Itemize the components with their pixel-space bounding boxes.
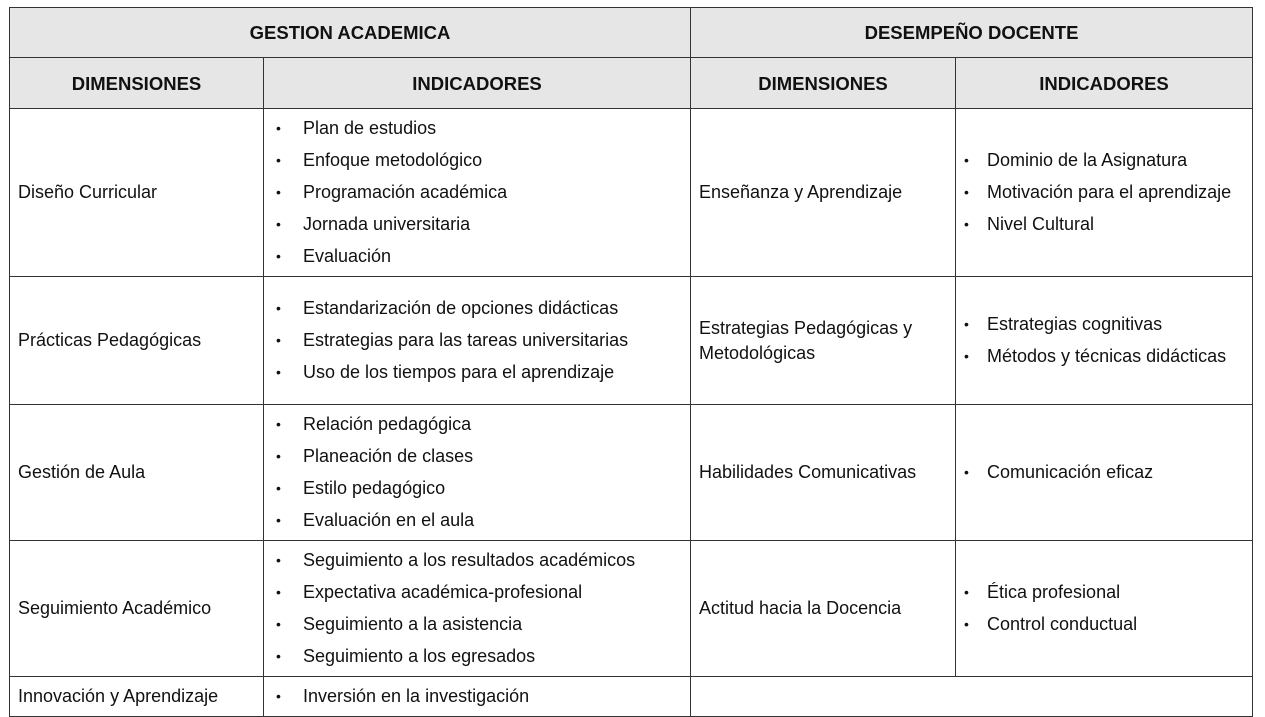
table-body: [10, 109, 1253, 717]
indicator-list: [964, 148, 1244, 237]
header-dimensiones-gestion: DIMENSIONES: [10, 58, 264, 109]
indicator-item: • Evaluación en el aula: [276, 508, 682, 533]
gestion-dimension: Gestión de Aula: [10, 405, 264, 541]
indicator-item: • Inversión en la investigación: [276, 684, 682, 709]
table-row: [10, 405, 1253, 541]
indicator-list: [964, 580, 1244, 637]
docente-dimension: Estrategias Pedagógicas y Metodológicas: [691, 277, 956, 405]
indicator-item: • Uso de los tiempos para el aprendizaje: [276, 360, 682, 385]
gestion-dimension: Seguimiento Académico: [10, 541, 264, 677]
gestion-indicadores: [264, 677, 691, 717]
indicator-item: • Seguimiento a los egresados: [276, 644, 682, 669]
indicator-item: • Jornada universitaria: [276, 212, 682, 237]
docente-dimension: Actitud hacia la Docencia: [691, 541, 956, 677]
table-row: [10, 677, 1253, 717]
indicator-item: • Métodos y técnicas didácticas: [964, 344, 1244, 369]
gestion-dimension: Innovación y Aprendizaje: [10, 677, 264, 717]
header-gestion-academica: GESTION ACADEMICA: [10, 8, 691, 58]
header-indicadores-gestion: INDICADORES: [264, 58, 691, 109]
docente-indicadores: [956, 405, 1253, 541]
indicator-item: • Nivel Cultural: [964, 212, 1244, 237]
gestion-indicadores: [264, 109, 691, 277]
dimensions-table: [9, 7, 1253, 717]
indicator-item: • Control conductual: [964, 612, 1244, 637]
docente-dimension: Habilidades Comunicativas: [691, 405, 956, 541]
gestion-indicadores: [264, 405, 691, 541]
indicator-list: [276, 412, 682, 533]
indicator-item: • Plan de estudios: [276, 116, 682, 141]
gestion-dimension: Prácticas Pedagógicas: [10, 277, 264, 405]
docente-indicadores: [956, 541, 1253, 677]
docente-indicadores: [956, 277, 1253, 405]
gestion-dimension: Diseño Curricular: [10, 109, 264, 277]
indicator-item: • Motivación para el aprendizaje: [964, 180, 1244, 205]
indicator-item: • Comunicación eficaz: [964, 460, 1244, 485]
indicator-item: • Estilo pedagógico: [276, 476, 682, 501]
indicator-item: • Dominio de la Asignatura: [964, 148, 1244, 173]
table-row: [10, 109, 1253, 277]
header-desempeno-docente: DESEMPEÑO DOCENTE: [691, 8, 1253, 58]
indicator-list: [276, 116, 682, 269]
gestion-indicadores: [264, 277, 691, 405]
indicator-item: • Estrategias para las tareas universitarias: [276, 328, 682, 353]
indicator-list: [964, 460, 1244, 485]
indicator-item: • Estandarización de opciones didácticas: [276, 296, 682, 321]
indicator-item: • Seguimiento a los resultados académicos: [276, 548, 682, 573]
docente-dimension: Enseñanza y Aprendizaje: [691, 109, 956, 277]
indicator-item: • Enfoque metodológico: [276, 148, 682, 173]
indicator-item: • Ética profesional: [964, 580, 1244, 605]
indicator-item: • Expectativa académica-profesional: [276, 580, 682, 605]
gestion-indicadores: [264, 541, 691, 677]
docente-indicadores: [956, 109, 1253, 277]
indicator-list: [276, 296, 682, 385]
indicator-item: • Planeación de clases: [276, 444, 682, 469]
indicator-item: • Programación académica: [276, 180, 682, 205]
header-dimensiones-docente: DIMENSIONES: [691, 58, 956, 109]
empty-cell: [691, 677, 1253, 717]
table-row: [10, 277, 1253, 405]
indicator-list: [964, 312, 1244, 369]
indicator-item: • Seguimiento a la asistencia: [276, 612, 682, 637]
indicator-item: • Estrategias cognitivas: [964, 312, 1244, 337]
indicator-list: [276, 548, 682, 669]
indicator-item: • Relación pedagógica: [276, 412, 682, 437]
table-row: [10, 541, 1253, 677]
indicator-item: • Evaluación: [276, 244, 682, 269]
indicator-list: [276, 684, 682, 709]
header-indicadores-docente: INDICADORES: [956, 58, 1253, 109]
